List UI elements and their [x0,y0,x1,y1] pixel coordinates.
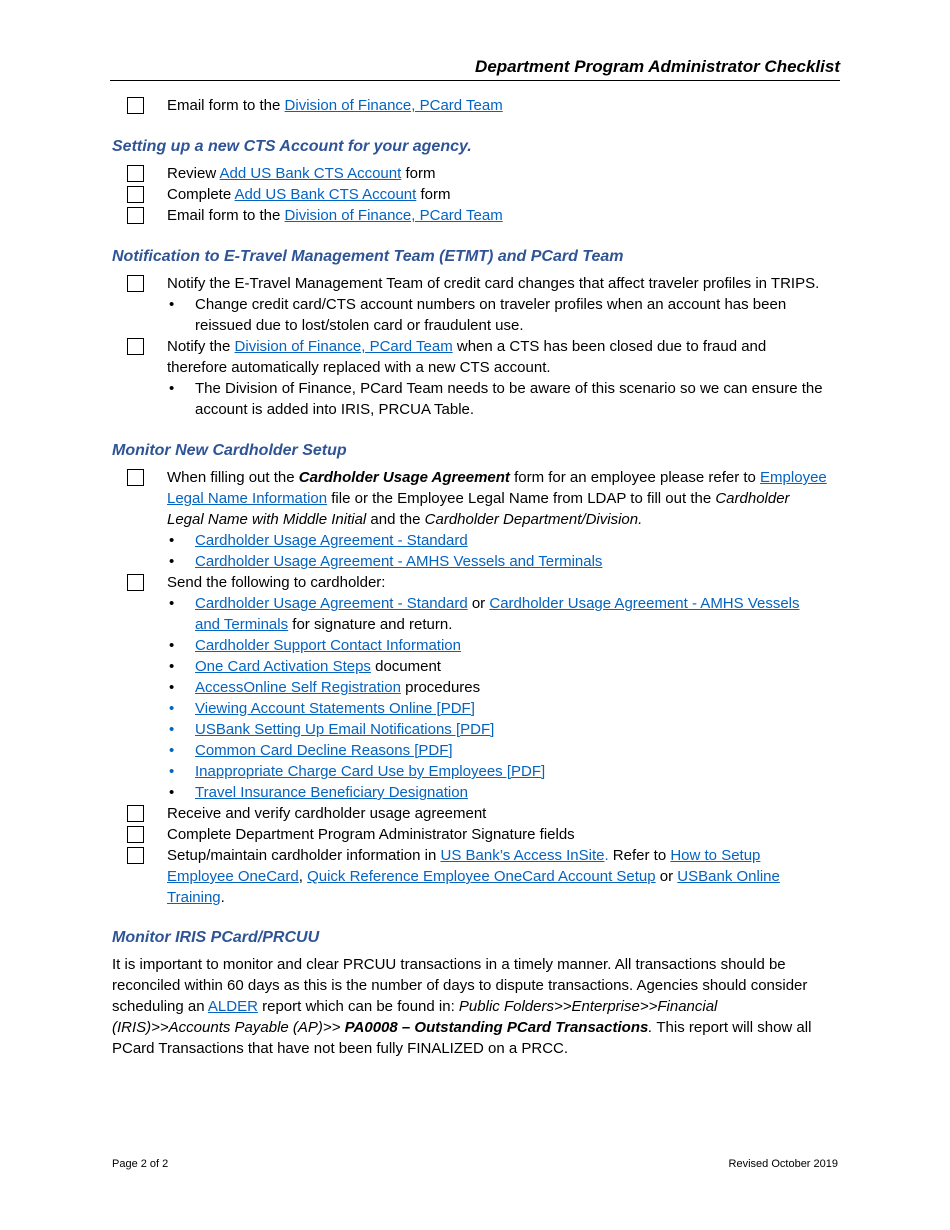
section-heading-monitor: Monitor New Cardholder Setup [112,442,347,459]
iris-paragraph: It is important to monitor and clear PRCUU transactions in a timely manner. All transactions should be reconciled within 60 days as this is the number of days to dispute transactions. Agencies should consider scheduling an ALDER report which can be found in: Public Folders>>Enterprise>>Financial (IRIS)>>Accounts Payable (AP)>> PA0008 – Outstanding PCard Transactions. This report will show all PCard Transactions that have not been fully FINALIZED on a PRCC. [112,956,812,1057]
checkbox[interactable] [127,847,144,864]
travel-insurance-link[interactable]: Travel Insurance Beneficiary Designation [195,784,468,801]
checklist-item: Review Add US Bank CTS Account form [112,163,827,184]
list-item [112,551,827,572]
pcard-team-link[interactable]: Division of Finance, PCard Team [234,338,453,355]
list-item [112,740,827,761]
checkbox[interactable] [127,338,144,355]
checklist-item: Email form to the Division of Finance, PCard Team [112,205,827,226]
usage-agreement-amhs-link[interactable]: Cardholder Usage Agreement - AMHS Vessels and Terminals [195,553,603,570]
list-item [112,719,827,740]
list-item: • Change credit card/CTS account numbers on traveler profiles when an account has been reissued due to lost/stolen card or fraudulent use. [112,294,827,336]
list-item: • AccessOnline Self Registration procedures [112,677,827,698]
section-heading-cts: Setting up a new CTS Account for your agency. [112,138,472,155]
list-item [112,698,827,719]
setup-onecard-link[interactable]: How to Setup Employee OneCard [167,847,761,885]
checklist-item: When filling out the Cardholder Usage Agreement form for an employee please refer to Employee Legal Name Information file or the Employee Legal Name from LDAP to fill out the Cardholder Legal Name with Middle Initial and the Cardholder Department/Division. [112,467,827,530]
checklist-item: Email form to the Division of Finance, PCard Team [112,95,827,116]
activation-steps-link[interactable]: One Card Activation Steps [195,658,371,675]
checkbox[interactable] [127,186,144,203]
inappropriate-use-link[interactable]: Inappropriate Charge Card Use by Employees [PDF] [195,763,546,780]
checkbox[interactable] [127,97,144,114]
usage-agreement-standard-link[interactable]: Cardholder Usage Agreement - Standard [195,532,468,549]
list-item [112,761,827,782]
list-item: • The Division of Finance, PCard Team needs to be aware of this scenario so we can ensure the account is added into IRIS, PRCUA Table. [112,378,827,420]
usage-agreement-standard-link[interactable]: Cardholder Usage Agreement - Standard [195,595,468,612]
pcard-team-link[interactable]: Division of Finance, PCard Team [284,207,503,224]
pcard-team-link[interactable]: Division of Finance, PCard Team [284,97,503,114]
quick-reference-link[interactable]: Quick Reference Employee OneCard Account Setup [307,868,656,885]
list-item [112,530,827,551]
list-item: • One Card Activation Steps document [112,656,827,677]
checklist-item: Setup/maintain cardholder information in US Bank’s Access InSite. Refer to How to Setup Employee OneCard, Quick Reference Employee OneCard Account Setup or USBank Online Training. [112,845,827,908]
support-contact-link[interactable]: Cardholder Support Contact Information [195,637,461,654]
self-registration-link[interactable]: AccessOnline Self Registration [195,679,401,696]
page-header: Department Program Administrator Checklist [110,56,840,81]
checklist-item: Complete Add US Bank CTS Account form [112,184,827,205]
checkbox[interactable] [127,165,144,182]
checklist-item: Send the following to cardholder: [112,572,827,593]
checkbox[interactable] [127,275,144,292]
checkbox[interactable] [127,574,144,591]
checkbox[interactable] [127,805,144,822]
revision-date: Revised October 2019 [728,1158,838,1170]
section-heading-etmt: Notification to E-Travel Management Team (ETMT) and PCard Team [112,248,624,265]
usage-agreement-amhs-link[interactable]: Cardholder Usage Agreement - AMHS Vessels and Terminals [195,595,800,633]
add-cts-account-link[interactable]: Add US Bank CTS Account [219,165,402,182]
checklist-item: Complete Department Program Administrator Signature fields [112,824,827,845]
list-item: • Cardholder Usage Agreement - Standard or Cardholder Usage Agreement - AMHS Vessels and Terminals for signature and return. [112,593,827,635]
section-heading-iris: Monitor IRIS PCard/PRCUU [112,929,320,946]
add-cts-account-link[interactable]: Add US Bank CTS Account [234,186,417,203]
list-item [112,782,827,803]
document-body [112,95,827,1059]
page-number: Page 2 of 2 [112,1158,169,1170]
checklist-item: Receive and verify cardholder usage agreement [112,803,827,824]
checklist-item: Notify the Division of Finance, PCard Team when a CTS has been closed due to fraud and therefore automatically replaced with a new CTS account. [112,336,827,378]
online-training-link[interactable]: USBank Online Training [167,868,780,906]
checkbox[interactable] [127,207,144,224]
access-insite-link[interactable]: US Bank’s Access InSite [440,847,605,864]
legal-name-info-link[interactable]: Employee Legal Name Information [167,469,827,507]
alder-link[interactable]: ALDER [207,998,258,1015]
checkbox[interactable] [127,826,144,843]
decline-reasons-link[interactable]: Common Card Decline Reasons [PDF] [195,742,453,759]
list-item [112,635,827,656]
account-statements-link[interactable]: Viewing Account Statements Online [PDF] [195,700,475,717]
checkbox[interactable] [127,469,144,486]
checklist-item: Notify the E-Travel Management Team of credit card changes that affect traveler profiles in TRIPS. [112,273,827,294]
email-notifications-link[interactable]: USBank Setting Up Email Notifications [PDF] [195,721,495,738]
